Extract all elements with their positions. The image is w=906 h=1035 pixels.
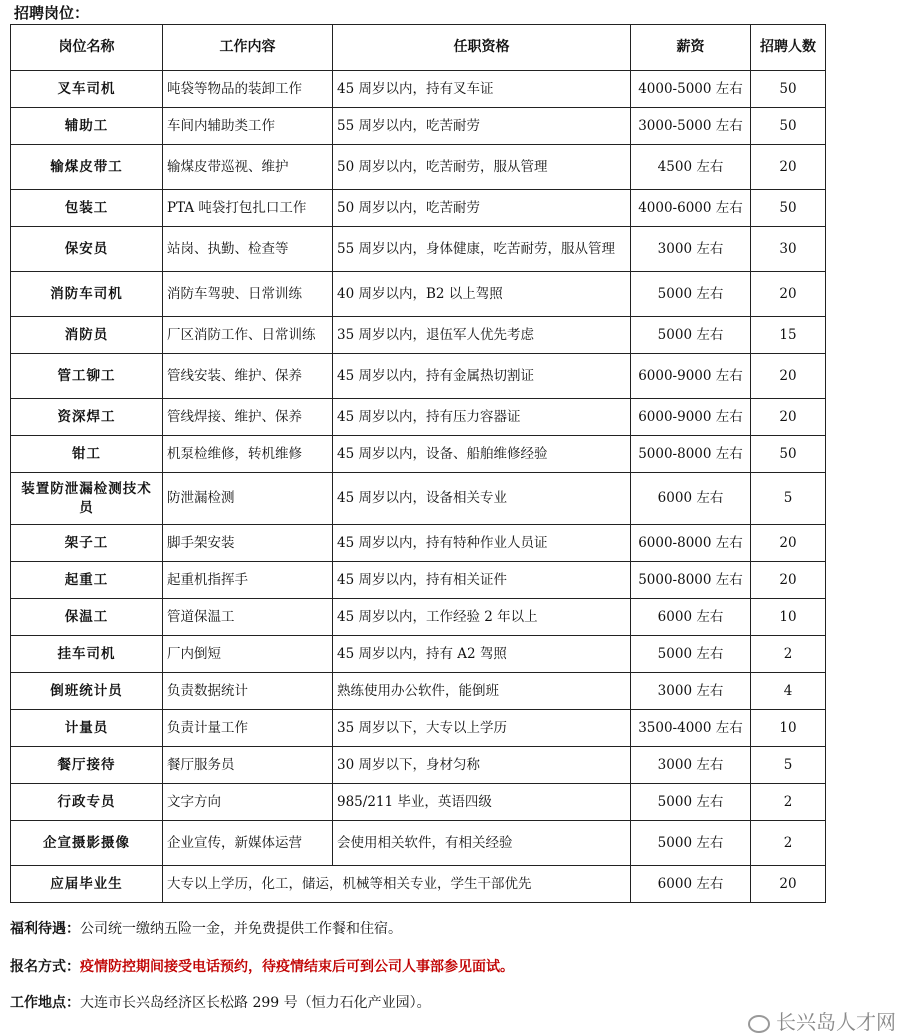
position-name-cell — [11, 190, 163, 227]
header-count: 招聘人数 — [751, 25, 826, 71]
salary-cell — [631, 473, 751, 525]
headcount-cell-text: 10 — [779, 719, 797, 736]
salary-cell — [631, 227, 751, 272]
job-content-cell — [163, 784, 333, 821]
position-name-cell-text: 计量员 — [64, 719, 109, 736]
job-content-cell — [163, 399, 333, 436]
position-name-cell-text: 企宣摄影摄像 — [43, 834, 130, 851]
table-row — [11, 145, 826, 190]
job-content-cell — [163, 747, 333, 784]
salary-cell-text: 6000-9000 左右 — [638, 367, 743, 384]
job-content-cell-text: 消防车驾驶、日常训练 — [167, 285, 302, 302]
headcount-cell — [751, 747, 826, 784]
position-name-cell — [11, 317, 163, 354]
position-name-cell-text: 架子工 — [64, 534, 109, 551]
salary-cell — [631, 317, 751, 354]
headcount-cell — [751, 272, 826, 317]
position-name-cell — [11, 866, 163, 903]
position-name-cell-text: 管工铆工 — [57, 367, 116, 384]
salary-cell-text: 6000-9000 左右 — [638, 408, 743, 425]
salary-cell — [631, 71, 751, 108]
header-position: 岗位名称 — [11, 25, 163, 71]
headcount-cell-text: 20 — [779, 875, 797, 892]
table-row — [11, 747, 826, 784]
job-content-cell-text: 管道保温工 — [167, 608, 235, 625]
headcount-cell — [751, 784, 826, 821]
job-content-cell-text: 大专以上学历，化工，储运，机械等相关专业，学生干部优先 — [167, 875, 532, 892]
salary-cell — [631, 272, 751, 317]
position-name-cell — [11, 354, 163, 399]
headcount-cell — [751, 71, 826, 108]
table-row — [11, 272, 826, 317]
position-name-cell — [11, 784, 163, 821]
job-content-cell — [163, 436, 333, 473]
headcount-cell — [751, 710, 826, 747]
table-row — [11, 784, 826, 821]
job-content-cell — [163, 821, 333, 866]
job-content-cell-text: 脚手架安装 — [167, 534, 235, 551]
salary-cell-text: 5000-8000 左右 — [638, 571, 743, 588]
requirements-cell — [333, 227, 631, 272]
job-content-cell-text: 负责计量工作 — [167, 719, 248, 736]
salary-cell-text: 5000 左右 — [657, 834, 724, 851]
job-content-cell-text: 车间内辅助类工作 — [167, 117, 275, 134]
headcount-cell — [751, 821, 826, 866]
salary-cell — [631, 673, 751, 710]
job-content-cell-text: 输煤皮带巡视、维护 — [167, 158, 289, 175]
headcount-cell-text: 20 — [779, 158, 797, 175]
location-line — [10, 992, 431, 1012]
requirements-cell-text: 45 周岁以内，持有 A2 驾照 — [337, 645, 507, 662]
salary-cell-text: 6000 左右 — [657, 875, 724, 892]
job-content-cell — [163, 71, 333, 108]
wechat-icon — [748, 1015, 770, 1033]
job-content-cell-text: 管线安装、维护、保养 — [167, 367, 302, 384]
signup-label: 报名方式： — [10, 959, 80, 975]
position-name-cell-text: 应届毕业生 — [50, 875, 123, 892]
table-row — [11, 71, 826, 108]
position-name-cell — [11, 145, 163, 190]
headcount-cell — [751, 227, 826, 272]
position-name-cell — [11, 821, 163, 866]
position-name-cell-text: 餐厅接待 — [57, 756, 116, 773]
table-row — [11, 436, 826, 473]
job-content-cell — [163, 317, 333, 354]
salary-cell — [631, 354, 751, 399]
job-content-cell — [163, 108, 333, 145]
job-content-cell — [163, 145, 333, 190]
table-header-row — [11, 25, 826, 71]
requirements-cell — [333, 354, 631, 399]
salary-cell — [631, 145, 751, 190]
position-name-cell-text: 输煤皮带工 — [50, 158, 123, 175]
requirements-cell-text: 会使用相关软件，有相关经验 — [337, 834, 513, 851]
headcount-cell-text: 20 — [779, 408, 797, 425]
position-name-cell — [11, 636, 163, 673]
salary-cell-text: 3000 左右 — [657, 756, 724, 773]
position-name-cell-text: 叉车司机 — [57, 80, 116, 97]
headcount-cell-text: 2 — [783, 793, 793, 810]
headcount-cell-text: 15 — [779, 326, 797, 343]
requirements-cell-text: 45 周岁以内，设备相关专业 — [337, 490, 507, 506]
requirements-cell — [333, 821, 631, 866]
position-name-cell-text: 挂车司机 — [57, 645, 116, 662]
job-content-cell-text: 管线焊接、维护、保养 — [167, 408, 302, 425]
headcount-cell-text: 20 — [779, 571, 797, 588]
table-row — [11, 399, 826, 436]
signup-line — [10, 956, 514, 976]
requirements-cell — [333, 784, 631, 821]
requirements-cell — [333, 562, 631, 599]
job-content-cell — [163, 562, 333, 599]
salary-cell-text: 6000 左右 — [657, 608, 724, 625]
headcount-cell-text: 2 — [783, 645, 793, 662]
position-name-cell-text: 钳工 — [72, 445, 101, 462]
headcount-cell-text: 30 — [779, 240, 797, 257]
position-name-cell — [11, 436, 163, 473]
table-row — [11, 562, 826, 599]
job-content-cell — [163, 354, 333, 399]
table-row — [11, 108, 826, 145]
salary-cell-text: 3000 左右 — [657, 682, 724, 699]
requirements-cell-text: 45 周岁以内，工作经验 2 年以上 — [337, 608, 538, 625]
requirements-cell-text: 50 周岁以内，吃苦耐劳 — [337, 199, 480, 216]
requirements-cell-text: 985/211 毕业，英语四级 — [337, 793, 492, 810]
salary-cell-text: 6000-8000 左右 — [638, 534, 743, 551]
requirements-cell — [333, 599, 631, 636]
signup-text: 疫情防控期间接受电话预约，待疫情结束后可到公司人事部参见面试。 — [80, 959, 514, 975]
salary-cell-text: 6000 左右 — [657, 490, 724, 506]
headcount-cell — [751, 190, 826, 227]
salary-cell — [631, 525, 751, 562]
headcount-cell-text: 50 — [779, 445, 797, 462]
position-name-cell-text: 保温工 — [64, 608, 109, 625]
headcount-cell — [751, 673, 826, 710]
table-row — [11, 317, 826, 354]
job-content-cell-text: 厂区消防工作、日常训练 — [167, 326, 316, 343]
salary-cell — [631, 599, 751, 636]
position-name-cell — [11, 71, 163, 108]
headcount-cell-text: 50 — [779, 199, 797, 216]
requirements-cell — [333, 71, 631, 108]
job-content-cell — [163, 866, 631, 903]
headcount-cell-text: 20 — [779, 534, 797, 551]
job-content-cell-text: 站岗、执勤、检查等 — [167, 240, 289, 257]
job-content-cell — [163, 599, 333, 636]
requirements-cell-text: 55 周岁以内，吃苦耐劳 — [337, 117, 480, 134]
headcount-cell — [751, 636, 826, 673]
headcount-cell-text: 20 — [779, 367, 797, 384]
position-name-cell — [11, 562, 163, 599]
position-name-cell — [11, 227, 163, 272]
position-name-cell — [11, 399, 163, 436]
position-name-cell — [11, 525, 163, 562]
position-name-cell — [11, 747, 163, 784]
salary-cell — [631, 399, 751, 436]
requirements-cell — [333, 525, 631, 562]
position-name-cell-text: 行政专员 — [57, 793, 116, 810]
requirements-cell-text: 45 周岁以内，持有压力容器证 — [337, 408, 521, 425]
headcount-cell — [751, 436, 826, 473]
benefits-text: 公司统一缴纳五险一金，并免费提供工作餐和住宿。 — [80, 921, 402, 937]
requirements-cell — [333, 473, 631, 525]
table-row — [11, 354, 826, 399]
salary-cell — [631, 866, 751, 903]
salary-cell-text: 3000 左右 — [657, 240, 724, 257]
headcount-cell — [751, 599, 826, 636]
salary-cell — [631, 108, 751, 145]
requirements-cell-text: 45 周岁以内，设备、船舶维修经验 — [337, 445, 548, 462]
position-name-cell — [11, 710, 163, 747]
benefits-label: 福利待遇： — [10, 921, 80, 937]
headcount-cell-text: 5 — [783, 756, 793, 773]
headcount-cell-text: 5 — [783, 490, 793, 506]
headcount-cell — [751, 562, 826, 599]
headcount-cell-text: 4 — [783, 682, 793, 699]
requirements-cell — [333, 272, 631, 317]
salary-cell — [631, 562, 751, 599]
headcount-cell-text: 50 — [779, 80, 797, 97]
salary-cell-text: 3000-5000 左右 — [638, 117, 743, 134]
location-text: 大连市长兴岛经济区长松路 299 号（恒力石化产业园）。 — [80, 995, 431, 1011]
job-content-cell-text: 文字方向 — [167, 793, 221, 810]
requirements-cell-text: 40 周岁以内，B2 以上驾照 — [337, 285, 503, 302]
headcount-cell-text: 20 — [779, 285, 797, 302]
salary-cell-text: 5000 左右 — [657, 793, 724, 810]
requirements-cell-text: 55 周岁以内，身体健康，吃苦耐劳，服从管理 — [337, 240, 615, 257]
headcount-cell — [751, 354, 826, 399]
salary-cell-text: 5000-8000 左右 — [638, 445, 743, 462]
job-content-cell — [163, 710, 333, 747]
headcount-cell — [751, 525, 826, 562]
job-content-cell-text: PTA 吨袋打包扎口工作 — [167, 199, 307, 216]
position-name-cell — [11, 473, 163, 525]
salary-cell — [631, 747, 751, 784]
requirements-cell-text: 35 周岁以内，退伍军人优先考虑 — [337, 326, 534, 343]
salary-cell-text: 5000 左右 — [657, 326, 724, 343]
job-content-cell — [163, 673, 333, 710]
requirements-cell — [333, 636, 631, 673]
requirements-cell-text: 熟练使用办公软件，能倒班 — [337, 682, 499, 699]
requirements-cell-text: 45 周岁以内，持有叉车证 — [337, 80, 494, 97]
jobs-table-body — [11, 71, 826, 903]
table-row — [11, 190, 826, 227]
job-content-cell-text: 吨袋等物品的装卸工作 — [167, 80, 302, 97]
salary-cell-text: 5000 左右 — [657, 645, 724, 662]
requirements-cell — [333, 710, 631, 747]
job-content-cell-text: 餐厅服务员 — [167, 756, 235, 773]
job-content-cell-text: 企业宣传，新媒体运营 — [167, 834, 302, 851]
position-name-cell-text: 装置防泄漏检测技术员 — [21, 480, 152, 516]
job-content-cell-text: 机泵检维修，转机维修 — [167, 445, 302, 462]
table-row — [11, 525, 826, 562]
job-content-cell — [163, 190, 333, 227]
position-name-cell-text: 倒班统计员 — [50, 682, 123, 699]
position-name-cell-text: 消防员 — [64, 326, 109, 343]
header-content: 工作内容 — [163, 25, 333, 71]
requirements-cell-text: 35 周岁以下，大专以上学历 — [337, 719, 507, 736]
job-content-cell — [163, 227, 333, 272]
position-name-cell — [11, 272, 163, 317]
headcount-cell — [751, 473, 826, 525]
job-content-cell — [163, 636, 333, 673]
headcount-cell — [751, 145, 826, 190]
position-name-cell-text: 资深焊工 — [57, 408, 116, 425]
jobs-table — [10, 24, 826, 903]
job-content-cell-text: 起重机指挥手 — [167, 571, 248, 588]
headcount-cell — [751, 108, 826, 145]
table-row — [11, 710, 826, 747]
requirements-cell-text: 45 周岁以内，持有金属热切割证 — [337, 367, 534, 384]
table-row — [11, 473, 826, 525]
position-name-cell-text: 辅助工 — [64, 117, 109, 134]
job-content-cell — [163, 473, 333, 525]
table-row — [11, 227, 826, 272]
watermark-text: 长兴岛人才网 — [776, 1010, 896, 1034]
job-content-cell-text: 负责数据统计 — [167, 682, 248, 699]
position-name-cell-text: 起重工 — [64, 571, 109, 588]
requirements-cell — [333, 399, 631, 436]
requirements-cell — [333, 145, 631, 190]
position-name-cell — [11, 108, 163, 145]
requirements-cell — [333, 108, 631, 145]
table-row — [11, 636, 826, 673]
table-row — [11, 866, 826, 903]
headcount-cell — [751, 399, 826, 436]
watermark — [748, 1006, 896, 1035]
salary-cell — [631, 821, 751, 866]
requirements-cell — [333, 317, 631, 354]
requirements-cell — [333, 436, 631, 473]
requirements-cell-text: 45 周岁以内，持有特种作业人员证 — [337, 534, 548, 551]
salary-cell — [631, 436, 751, 473]
salary-cell — [631, 190, 751, 227]
job-content-cell — [163, 272, 333, 317]
table-row — [11, 673, 826, 710]
table-row — [11, 599, 826, 636]
requirements-cell-text: 50 周岁以内，吃苦耐劳，服从管理 — [337, 158, 548, 175]
salary-cell-text: 4500 左右 — [657, 158, 724, 175]
requirements-cell — [333, 673, 631, 710]
requirements-cell — [333, 190, 631, 227]
job-content-cell-text: 厂内倒短 — [167, 645, 221, 662]
salary-cell-text: 5000 左右 — [657, 285, 724, 302]
salary-cell — [631, 636, 751, 673]
job-content-cell — [163, 525, 333, 562]
requirements-cell-text: 30 周岁以下，身材匀称 — [337, 756, 480, 773]
headcount-cell — [751, 317, 826, 354]
requirements-cell-text: 45 周岁以内，持有相关证件 — [337, 571, 507, 588]
section-title: 招聘岗位： — [14, 4, 90, 22]
salary-cell-text: 4000-5000 左右 — [638, 80, 743, 97]
salary-cell-text: 3500-4000 左右 — [638, 719, 743, 736]
table-row — [11, 821, 826, 866]
position-name-cell-text: 保安员 — [64, 240, 109, 257]
job-content-cell-text: 防泄漏检测 — [167, 490, 235, 506]
headcount-cell-text: 50 — [779, 117, 797, 134]
requirements-cell — [333, 747, 631, 784]
salary-cell — [631, 784, 751, 821]
headcount-cell-text: 10 — [779, 608, 797, 625]
header-salary: 薪资 — [631, 25, 751, 71]
salary-cell-text: 4000-6000 左右 — [638, 199, 743, 216]
headcount-cell-text: 2 — [783, 834, 793, 851]
position-name-cell-text: 包装工 — [64, 199, 109, 216]
position-name-cell — [11, 673, 163, 710]
location-label: 工作地点： — [10, 995, 80, 1011]
salary-cell — [631, 710, 751, 747]
position-name-cell-text: 消防车司机 — [50, 285, 123, 302]
position-name-cell — [11, 599, 163, 636]
benefits-line — [10, 918, 402, 938]
header-requirements: 任职资格 — [333, 25, 631, 71]
headcount-cell — [751, 866, 826, 903]
